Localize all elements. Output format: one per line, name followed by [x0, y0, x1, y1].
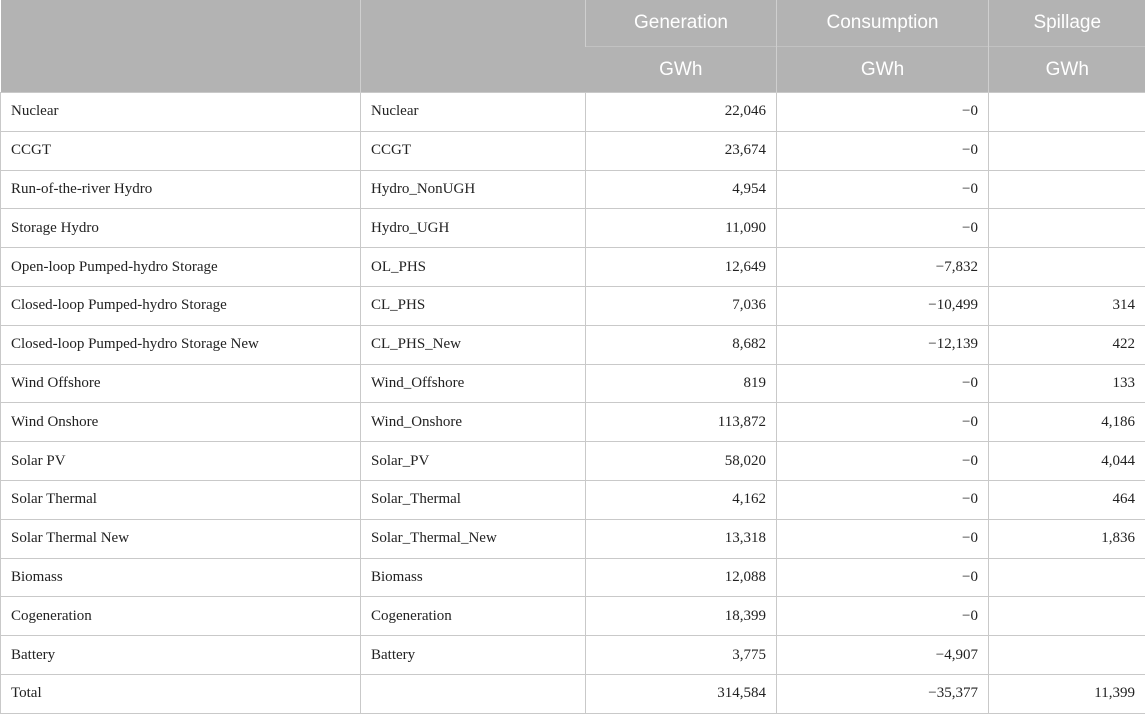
cell-spillage: 314	[989, 286, 1145, 325]
cell-generation: 4,954	[586, 170, 777, 209]
cell-code: CL_PHS_New	[361, 325, 586, 364]
table-row	[1, 597, 1145, 636]
cell-technology: Open-loop Pumped-hydro Storage	[1, 248, 361, 287]
cell-consumption: −4,907	[777, 636, 989, 675]
header-row-titles	[1, 0, 1145, 47]
unit-spillage: GWh	[989, 47, 1145, 93]
cell-technology: Cogeneration	[1, 597, 361, 636]
cell-code	[361, 674, 586, 713]
cell-technology: Closed-loop Pumped-hydro Storage	[1, 286, 361, 325]
cell-consumption: −0	[777, 364, 989, 403]
cell-generation: 58,020	[586, 442, 777, 481]
cell-code: Battery	[361, 636, 586, 675]
table-body	[1, 93, 1145, 714]
cell-technology: Battery	[1, 636, 361, 675]
cell-consumption: −35,377	[777, 674, 989, 713]
cell-spillage: 1,836	[989, 519, 1145, 558]
cell-technology: Run-of-the-river Hydro	[1, 170, 361, 209]
unit-consumption: GWh	[777, 47, 989, 93]
cell-consumption: −0	[777, 209, 989, 248]
cell-consumption: −12,139	[777, 325, 989, 364]
cell-consumption: −0	[777, 403, 989, 442]
cell-code: Solar_Thermal_New	[361, 519, 586, 558]
cell-code: Hydro_UGH	[361, 209, 586, 248]
cell-generation: 819	[586, 364, 777, 403]
cell-spillage: 11,399	[989, 674, 1145, 713]
cell-technology: Wind Offshore	[1, 364, 361, 403]
cell-code: Hydro_NonUGH	[361, 170, 586, 209]
cell-code: Biomass	[361, 558, 586, 597]
table-row	[1, 636, 1145, 675]
cell-spillage	[989, 248, 1145, 287]
cell-technology: Wind Onshore	[1, 403, 361, 442]
table-row	[1, 286, 1145, 325]
cell-consumption: −0	[777, 442, 989, 481]
table-row	[1, 325, 1145, 364]
cell-consumption: −0	[777, 170, 989, 209]
cell-code: Cogeneration	[361, 597, 586, 636]
cell-spillage: 464	[989, 480, 1145, 519]
cell-generation: 7,036	[586, 286, 777, 325]
table-row	[1, 674, 1145, 713]
cell-generation: 113,872	[586, 403, 777, 442]
table-row	[1, 519, 1145, 558]
cell-spillage: 133	[989, 364, 1145, 403]
cell-technology: CCGT	[1, 131, 361, 170]
cell-generation: 22,046	[586, 93, 777, 132]
cell-generation: 8,682	[586, 325, 777, 364]
cell-generation: 18,399	[586, 597, 777, 636]
cell-generation: 13,318	[586, 519, 777, 558]
cell-technology: Solar Thermal New	[1, 519, 361, 558]
cell-spillage	[989, 597, 1145, 636]
table-row	[1, 403, 1145, 442]
cell-code: CCGT	[361, 131, 586, 170]
cell-technology: Biomass	[1, 558, 361, 597]
header-consumption: Consumption	[777, 0, 989, 47]
table-row	[1, 442, 1145, 481]
cell-technology: Storage Hydro	[1, 209, 361, 248]
cell-consumption: −0	[777, 558, 989, 597]
cell-technology: Solar PV	[1, 442, 361, 481]
cell-technology: Total	[1, 674, 361, 713]
table-row	[1, 558, 1145, 597]
cell-code: Wind_Offshore	[361, 364, 586, 403]
table-row	[1, 131, 1145, 170]
cell-technology: Nuclear	[1, 93, 361, 132]
table-row	[1, 364, 1145, 403]
table-row	[1, 248, 1145, 287]
cell-consumption: −0	[777, 93, 989, 132]
unit-generation: GWh	[586, 47, 777, 93]
cell-spillage: 4,186	[989, 403, 1145, 442]
cell-spillage: 4,044	[989, 442, 1145, 481]
table-header	[1, 0, 1145, 93]
table-row	[1, 480, 1145, 519]
cell-spillage	[989, 636, 1145, 675]
cell-spillage	[989, 131, 1145, 170]
cell-generation: 12,649	[586, 248, 777, 287]
cell-consumption: −0	[777, 519, 989, 558]
cell-code: Solar_PV	[361, 442, 586, 481]
cell-generation: 23,674	[586, 131, 777, 170]
cell-spillage: 422	[989, 325, 1145, 364]
cell-code: Solar_Thermal	[361, 480, 586, 519]
cell-code: Wind_Onshore	[361, 403, 586, 442]
cell-spillage	[989, 209, 1145, 248]
cell-consumption: −7,832	[777, 248, 989, 287]
table-row	[1, 209, 1145, 248]
cell-generation: 314,584	[586, 674, 777, 713]
cell-spillage	[989, 170, 1145, 209]
cell-generation: 3,775	[586, 636, 777, 675]
header-blank-code	[361, 0, 586, 93]
cell-technology: Solar Thermal	[1, 480, 361, 519]
cell-spillage	[989, 558, 1145, 597]
cell-consumption: −0	[777, 131, 989, 170]
table-row	[1, 170, 1145, 209]
cell-consumption: −0	[777, 597, 989, 636]
header-blank-technology	[1, 0, 361, 93]
cell-spillage	[989, 93, 1145, 132]
cell-code: OL_PHS	[361, 248, 586, 287]
cell-generation: 12,088	[586, 558, 777, 597]
cell-generation: 4,162	[586, 480, 777, 519]
header-generation: Generation	[586, 0, 777, 47]
header-spillage: Spillage	[989, 0, 1145, 47]
cell-consumption: −0	[777, 480, 989, 519]
cell-code: Nuclear	[361, 93, 586, 132]
cell-consumption: −10,499	[777, 286, 989, 325]
cell-technology: Closed-loop Pumped-hydro Storage New	[1, 325, 361, 364]
cell-code: CL_PHS	[361, 286, 586, 325]
cell-generation: 11,090	[586, 209, 777, 248]
table-row	[1, 93, 1145, 132]
